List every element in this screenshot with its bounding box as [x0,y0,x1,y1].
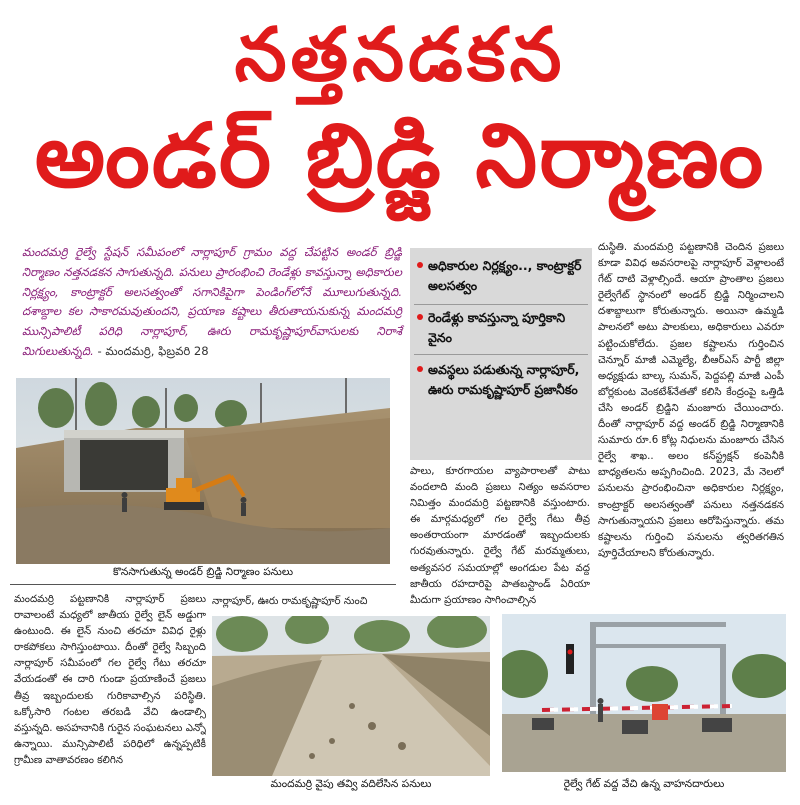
article-column-middle: పాలు, కూరగాయల వ్యాపారాలతో పాటు వందలాది మంది ప్రజలు నిత్యం అవసరాల నిమిత్తం మందమర్రి పట్టణానికి వస్తుంటారు. ఈ మార్గమధ్యలో గల రైల్వే గేటు తీవ్ర అంతరాయంగా మారడంతో ఇబ్బందులకు గురవుతున్నారు. రైల్వే గేట్ మరమ్మతులు, అత్యవసర సమయాల్లో అంగడుల పేట వద్ద జాతీయ రహదారిపై పాతబస్టాండ్ ఏరియా మీదుగా ప్రయాణం సాగించాల్సిన [410,466,590,606]
highlight-item: అధికారుల నిర్లక్ష్యం.., కాంట్రాక్టర్ అలసత్వం [418,256,586,296]
divider [414,304,588,305]
bullet-icon [417,262,423,268]
highlights-box [410,248,592,460]
lead-paragraph [22,243,402,362]
lead-text: మందమర్రి రైల్వే స్టేషన్ సమీపంలో నార్లాపూర్ గ్రామం వద్ద చేపట్టిన అండర్ బ్రిడ్జి నిర్మాణం నత్తనడకన సాగుతున్నది. పనులు ప్రారంభించి రెండేళ్లు కావస్తున్నా అధికారుల నిర్లక్ష్యం, కాంట్రాక్టర్ అలసత్వంతో సగానికిపైగా పెండింగ్‌లోనే మూలుగుతున్నది. దశాబ్దాల కల సాకారమవుతుందని, ప్రయాణ కష్టాలు తీరుతాయనుకున్న మందమర్రి మున్సిపాలిటీ పరిధి నార్లాపూర్, ఊరు రామకృష్ణాపూర్‌వాసులకు నిరాశే మిగులుతున్నది. [22,245,402,358]
article-column-bottom-middle: నార్లాపూర్, ఊరు రామకృష్ణాపూర్ నుంచి [212,596,368,607]
article-column-bottom-left: మందమర్రి పట్టణానికి నార్లాపూర్ ప్రజలు రావాలంటే మధ్యలో జాతీయ రైల్వే లైన్ అడ్డుగా ఉంటుంది. ఈ లైన్ నుంచి తరచూ వివిధ రైళ్లు రాకపోకలు సాగిస్తుంటాయి. దీంతో రైల్వే సిబ్బంది నార్లాపూర్ సమీపంలో గల రైల్వే గేటు తరచూ వేయడంతో ఈ దారి గుండా ప్రయాణించే ప్రజలు తీవ్ర ఇబ్బందులకు గురికావాల్సిన పరిస్థితి. ఒక్కోసారి గంటల తరబడి వేచి ఉండాల్సి వస్తున్నది. అసహనానికి గురైన సంఘటనలు ఎన్నో ఉన్నాయి. మున్సిపాలిటీ పరిధిలో ఉన్నప్పటికీ గ్రామీణ వాతావరణం కలిగిన [14,594,206,766]
gate-photo-caption: రైల్వే గేట్ వద్ద వేచి ఉన్న వాహనదారులు [563,778,725,790]
headline-line-1: నత్తనడకన [234,12,566,98]
highlight-item: అవస్థలు పడుతున్న నార్లాపూర్, ఊరు రామకృష్ణాపూర్ ప్రజానీకం [418,360,586,400]
railway-gate-photo [502,614,786,772]
divider [10,584,396,585]
road-photo-caption: మందమర్రి వైపు తవ్వి వదిలేసిన పనులు [270,778,432,790]
road-works-photo [212,616,490,776]
bullet-icon [417,314,423,320]
bridge-construction-photo [16,378,390,564]
highlight-item: రెండేళ్లు కావస్తున్నా పూర్తికాని వైనం [418,308,586,348]
main-photo-caption: కొనసాగుతున్న అండర్ బ్రిడ్జి నిర్మాణం పనులు [112,566,294,578]
divider [414,354,588,355]
dateline: - మందమర్రి, ఫిబ్రవరి 28 [97,343,209,358]
article-column-right: దుస్థితి. మందమర్రి పట్టణానికి చెందిన ప్రజలు కూడా వివిధ అవసరాలపై నార్లాపూర్ వెళ్లాలంటే గేట్ దాటి వెళ్లాల్సిందే. ఆయా ప్రాంతాల ప్రజలు రైల్వేగేట్ స్థానంలో అండర్ బ్రిడ్జి నిర్మించాలని దశాబ్దాలుగా కోరుతున్నారు. అయినా ఉమ్మడి పాలనలో అటు పాలకులు, అధికారులు ఎవరూ పట్టించుకోలేదు. ప్రజల కష్టాలను గుర్తించిన చెన్నూర్ మాజీ ఎమ్మెల్యే, బీఆర్‌ఎస్ పార్టీ జిల్లా అధ్యక్షుడు బాల్క సుమన్, పెద్దపల్లి మాజీ ఎంపీ బోర్లకుంట వెంకటేశ్‌నేతతో కలిసి కేంద్రంపై ఒత్తిడి చేసి అండర్ బ్రిడ్జిని మంజూరు చేయించారు. దీంతో నార్లాపూర్ వద్ద అండర్ బ్రిడ్జి నిర్మాణానికి సుమారు రూ.6 కోట్ల నిధులను మంజూరు చేసిన రైల్వే శాఖ.. అలం కన్‌స్ట్రక్షన్ కంపెనీకి బాధ్యతలను అప్పగించింది. 2023, మే నెలలో పనులను ప్రారంభించినా అధికారుల నిర్లక్ష్యం, కాంట్రాక్టర్ అలసత్వంతో పనులు నత్తనడకన సాగుతున్నాయని ప్రజలు ఆరోపిస్తున్నారు. తమ కష్టాలను గుర్తించి పనులను త్వరితగతిన పూర్తిచేయాలని కోరుతున్నారు. [598,242,784,559]
headline-line-2: అండర్ బ్రిడ్జి నిర్మాణం [34,104,766,207]
bullet-icon [417,366,423,372]
